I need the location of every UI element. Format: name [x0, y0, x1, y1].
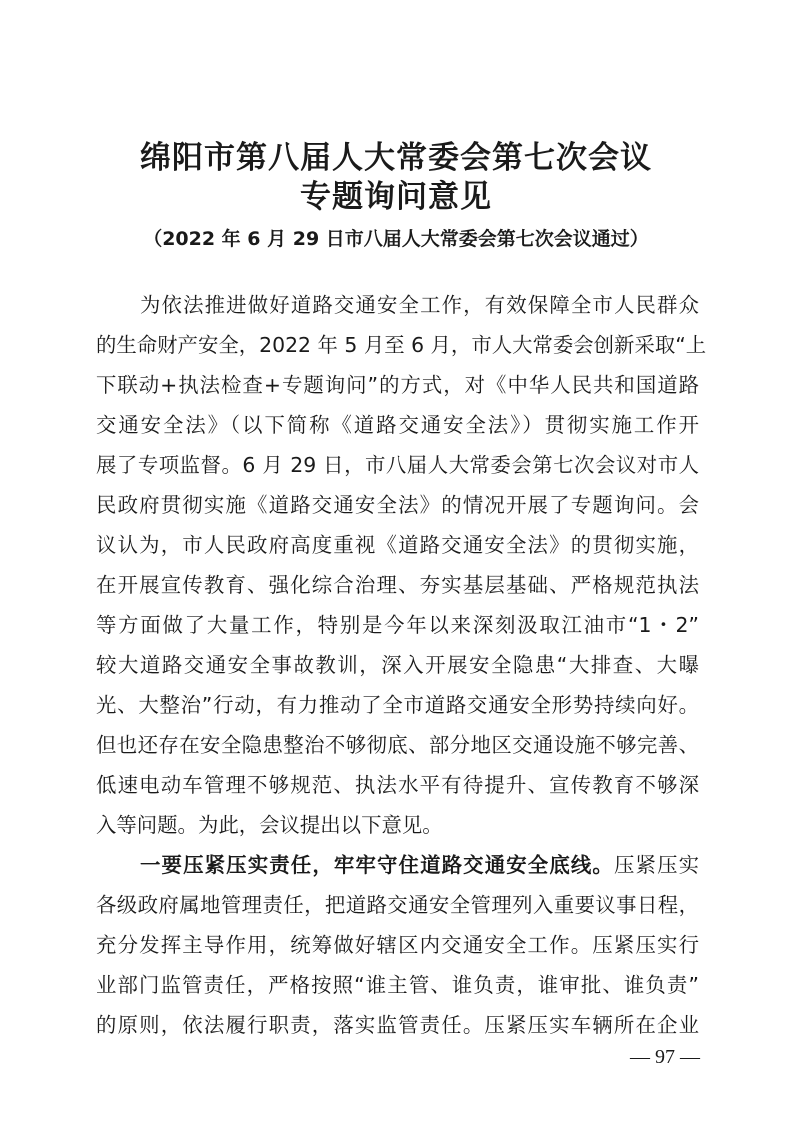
paragraph-line: 各级政府属地管理责任，把道路交通安全管理列入重要议事日程，	[96, 893, 699, 917]
paragraph-line: 较大道路交通安全事故教训，深入开展安全隐患“大排查、大曝	[96, 653, 699, 677]
paragraph-line: 议认为，市人民政府高度重视《道路交通安全法》的贯彻实施，	[96, 533, 699, 557]
paragraph-line: 但也还存在安全隐患整治不够彻底、部分地区交通设施不够完善、	[96, 733, 699, 757]
paragraph-line: 交通安全法》（以下简称《道路交通安全法》）贯彻实施工作开	[96, 413, 699, 437]
paragraph-line: 的原则，依法履行职责，落实监管责任。压紧压实车辆所在企业	[96, 1013, 699, 1037]
paragraph-line: 低速电动车管理不够规范、执法水平有待提升、宣传教育不够深	[96, 773, 699, 797]
page-number: — 97 —	[630, 1046, 700, 1068]
paragraph-line: 展了专项监督。6 月 29 日，市八届人大常委会第七次会议对市人	[96, 453, 699, 477]
paragraph-line: 在开展宣传教育、强化综合治理、夯实基层基础、严格规范执法	[96, 573, 699, 597]
paragraph-line: 等方面做了大量工作，特别是今年以来深刻汲取江油市“1・2”	[96, 613, 699, 637]
paragraph-line: 充分发挥主导作用，统筹做好辖区内交通安全工作。压紧压实行	[96, 933, 699, 957]
section-1-heading: 一要压紧压实责任，牢牢守住道路交通安全底线。	[140, 853, 614, 877]
document-subtitle: （2022 年 6 月 29 日市八届人大常委会第七次会议通过）	[143, 228, 649, 250]
paragraph-line: 光、大整治”行动，有力推动了全市道路交通安全形势持续向好。	[96, 693, 699, 717]
document-title-line-2: 专题询问意见	[300, 179, 492, 215]
paragraph-line: 业部门监管责任，严格按照“谁主管、谁负责，谁审批、谁负责”	[96, 973, 699, 997]
paragraph-line: 为依法推进做好道路交通安全工作，有效保障全市人民群众	[140, 293, 699, 317]
paragraph-line: 的生命财产安全，2022 年 5 月至 6 月，市人大常委会创新采取“上	[96, 333, 707, 357]
section-1-first-text: 压紧压实	[613, 853, 700, 877]
paragraph-line: 下联动+执法检查+专题询问”的方式，对《中华人民共和国道路	[96, 373, 699, 397]
section-1-first-line	[140, 849, 699, 881]
paragraph-line: 入等问题。为此，会议提出以下意见。	[96, 813, 443, 837]
document-title-line-1: 绵阳市第八届人大常委会第七次会议	[140, 140, 652, 176]
paragraph-line: 民政府贯彻实施《道路交通安全法》的情况开展了专题询问。会	[96, 493, 699, 517]
